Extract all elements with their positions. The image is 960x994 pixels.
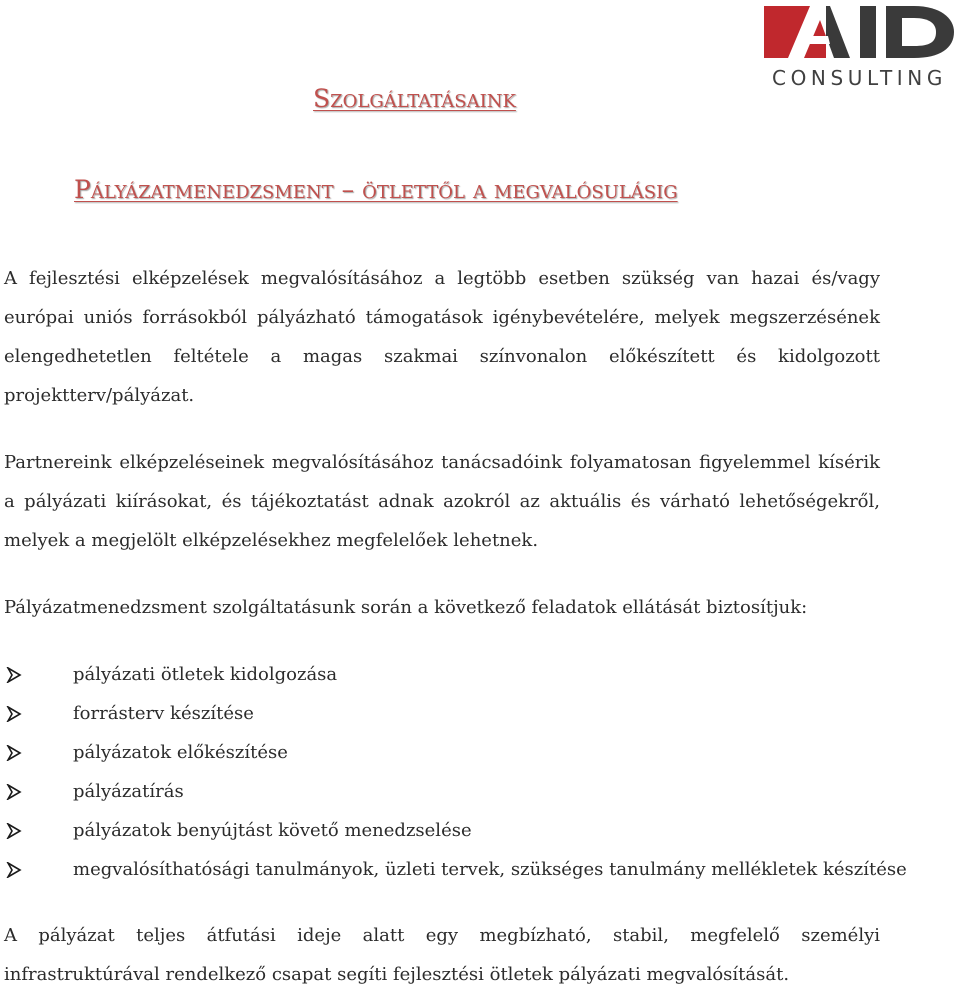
arrow-bullet-icon (6, 823, 22, 839)
arrow-bullet-icon (6, 784, 22, 800)
arrow-bullet-icon (6, 667, 22, 683)
list-item (0, 850, 907, 889)
arrow-bullet-icon (6, 706, 22, 722)
list-item-label: pályázati ötletek kidolgozása (73, 664, 338, 685)
list-item (0, 811, 900, 850)
arrow-bullet-icon (6, 862, 22, 878)
list-item-label: pályázatok előkészítése (73, 742, 288, 763)
list-item (0, 655, 900, 694)
list-item-label: pályázatírás (73, 781, 184, 802)
partners-paragraph: Partnereink elképzeléseinek megvalósításához tanácsadóink folyamatosan figyelemmel kísérik a pályázati kiírásokat, és tájékoztatást adnak azokról az aktuális és várható lehetőségekről, melyek a megjelölt elképzelésekhez megfelelőek lehetnek. (4, 452, 880, 551)
list-item (0, 772, 900, 811)
list-item (0, 733, 900, 772)
logo-mark-icon (764, 6, 960, 66)
list-item (0, 694, 900, 733)
tasks-intro-paragraph: Pályázatmenedzsment szolgáltatásunk során a következő feladatok ellátását biztosítjuk: (4, 597, 808, 618)
logo-text: CONSULTING (772, 66, 947, 90)
list-item-label: forrásterv készítése (73, 703, 254, 724)
section-title: Pályázatmenedzsment – ötlettől a megvalósulásig (74, 175, 678, 204)
intro-paragraph: A fejlesztési elképzelések megvalósításához a legtöbb esetben szükség van hazai és/vagy európai uniós forrásokból pályázható támogatások igénybevételére, melyek megszerzésének elengedhetetlen feltétele a magas szakmai színvonalon előkészített és kidolgozott projektterv/pályázat. (4, 268, 880, 406)
closing-paragraph: A pályázat teljes átfutási ideje alatt egy megbízható, stabil, megfelelő személyi infrastruktúrával rendelkező csapat segíti fejlesztési ötletek pályázati megvalósítását. (4, 925, 880, 985)
company-logo (764, 6, 960, 90)
page-title: Szolgáltatásaink (313, 84, 516, 113)
list-item-label: megvalósíthatósági tanulmányok, üzleti tervek, szükséges tanulmány mellékletek készítése (73, 859, 907, 880)
arrow-bullet-icon (6, 745, 22, 761)
list-item-label: pályázatok benyújtást követő menedzselése (73, 820, 472, 841)
task-list (0, 655, 907, 889)
